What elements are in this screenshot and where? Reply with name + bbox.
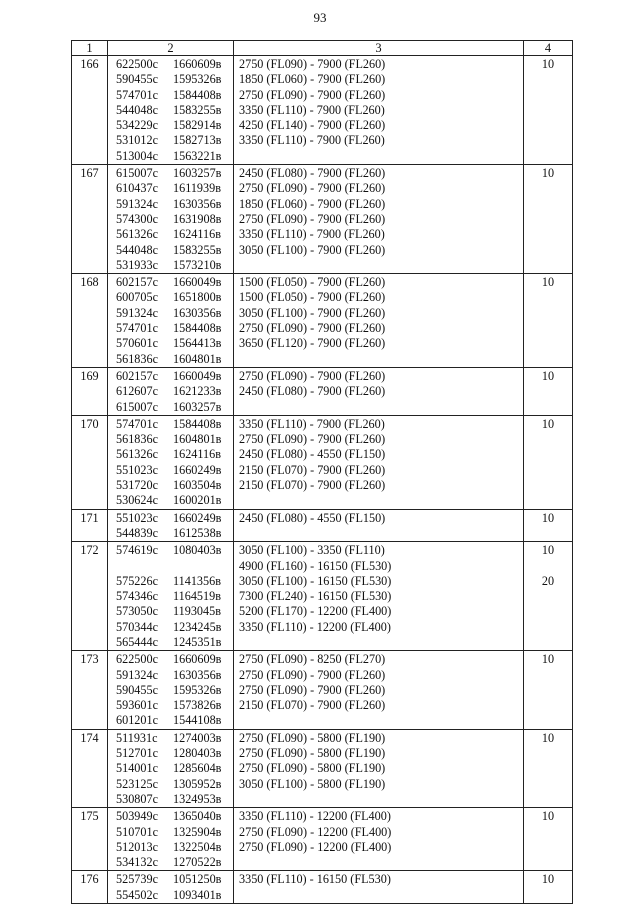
altitude-range: 3350 (FL110) - 7900 (FL260) (239, 133, 385, 148)
coordinate-pair (108, 306, 233, 321)
zone-number: 169 (72, 367, 108, 415)
coordinate-pair (108, 478, 233, 493)
latitude: 622500с (116, 57, 158, 71)
coordinate-pair (108, 888, 233, 903)
latitude: 561836с (116, 351, 158, 366)
latitude: 590455с (116, 682, 158, 697)
longitude: 1563221в (173, 148, 222, 163)
latitude: 561326с (116, 447, 158, 462)
latitude: 600705с (116, 290, 158, 305)
altitude-range: 2750 (FL090) - 5800 (FL190) (239, 761, 386, 776)
table-row (72, 367, 573, 415)
latitude: 530624с (116, 493, 158, 508)
latitude: 601201с (116, 713, 158, 728)
latitude: 544839с (116, 525, 158, 540)
longitude: 1280403в (173, 746, 222, 761)
coordinates-cell (108, 729, 234, 807)
coordinates-cell (108, 165, 234, 274)
coordinates-cell (108, 509, 234, 542)
latitude: 554502с (116, 887, 158, 902)
coordinate-pair (108, 88, 233, 103)
latitude: 565444с (116, 634, 158, 649)
coordinate-pair (108, 746, 233, 761)
altitude-range: 4250 (FL140) - 7900 (FL260) (239, 118, 386, 133)
coordinate-pair (108, 668, 233, 683)
latitude: 574346с (116, 589, 158, 604)
latitude: 511931с (116, 730, 158, 745)
longitude: 1583255в (173, 242, 222, 257)
zone-number: 175 (72, 808, 108, 871)
altitude-range: 2750 (FL090) - 7900 (FL260) (239, 368, 386, 383)
latitude: 531012с (116, 133, 158, 148)
table-row (72, 56, 573, 165)
zone-number: 174 (72, 729, 108, 807)
longitude: 1660049в (173, 275, 222, 290)
latitude: 574701с (116, 321, 158, 336)
coordinate-pair (108, 526, 233, 541)
coordinate-pair (108, 181, 233, 196)
longitude: 1582713в (173, 133, 222, 148)
coordinate-pair (108, 652, 233, 667)
column-header-1: 1 (72, 41, 108, 56)
longitude: 1630356в (173, 196, 222, 211)
altitude-range: 2450 (FL080) - 7900 (FL260) (239, 166, 386, 181)
longitude: 1584408в (173, 87, 222, 102)
coordinate-pair (108, 713, 233, 728)
coordinate-pair (108, 133, 233, 148)
longitude: 1630356в (173, 667, 222, 682)
coordinate-pair (108, 321, 233, 336)
altitude-range: 3050 (FL100) - 3350 (FL110) (239, 543, 385, 558)
coordinate-pair (108, 731, 233, 746)
longitude: 1595326в (173, 72, 222, 87)
latitude: 531933с (116, 257, 158, 272)
flight-levels-cell (234, 651, 524, 729)
altitude-range: 2450 (FL080) - 4550 (FL150) (239, 510, 386, 525)
value: 10 (541, 510, 555, 525)
value-cell (524, 165, 573, 274)
table-row (72, 415, 573, 509)
altitude-range: 3050 (FL100) - 7900 (FL260) (239, 242, 386, 257)
longitude: 1624116в (173, 227, 221, 242)
flight-levels-cell (234, 542, 524, 651)
value: 20 (541, 573, 555, 588)
longitude: 1164519в (173, 589, 221, 604)
column-header-2: 2 (108, 41, 234, 56)
value-cell (524, 274, 573, 368)
zone-number: 176 (72, 871, 108, 904)
value: 10 (541, 809, 555, 824)
flight-levels-cell (234, 415, 524, 509)
table-row (72, 651, 573, 729)
longitude: 1544108в (173, 713, 222, 728)
altitude-range: 3050 (FL100) - 7900 (FL260) (239, 305, 386, 320)
longitude: 1583255в (173, 102, 222, 117)
coordinate-pair (108, 620, 233, 635)
altitude-range: 2150 (FL070) - 7900 (FL260) (239, 462, 386, 477)
longitude: 1193045в (173, 604, 221, 619)
coordinates-cell (108, 542, 234, 651)
longitude: 1322504в (173, 839, 222, 854)
coordinate-pair (108, 227, 233, 242)
coordinate-pair (108, 855, 233, 870)
altitude-range: 2450 (FL080) - 4550 (FL150) (239, 447, 386, 462)
latitude: 551023с (116, 510, 158, 525)
latitude: 523125с (116, 776, 158, 791)
table-row (72, 542, 573, 651)
coordinate-pair (108, 559, 233, 574)
coordinate-pair (108, 574, 233, 589)
altitude-range: 3350 (FL110) - 12200 (FL400) (239, 809, 391, 824)
coordinate-pair (108, 243, 233, 258)
value-cell (524, 367, 573, 415)
longitude: 1660609в (173, 652, 222, 667)
latitude: 530807с (116, 791, 158, 806)
longitude: 1141356в (173, 573, 221, 588)
latitude: 551023с (116, 462, 158, 477)
altitude-range: 1500 (FL050) - 7900 (FL260) (239, 275, 386, 290)
longitude: 1245351в (173, 634, 222, 649)
longitude: 1612538в (173, 525, 222, 540)
longitude: 1365040в (173, 809, 222, 824)
longitude: 1651800в (173, 290, 222, 305)
longitude: 1305952в (173, 776, 222, 791)
altitude-range: 1850 (FL060) - 7900 (FL260) (239, 72, 386, 87)
latitude: 561326с (116, 227, 158, 242)
longitude: 1611939в (173, 181, 221, 196)
longitude: 1080403в (173, 543, 222, 558)
coordinate-pair (108, 57, 233, 72)
longitude: 1603257в (173, 166, 222, 181)
latitude: 544048с (116, 242, 158, 257)
value: 10 (541, 57, 555, 71)
value-cell (524, 542, 573, 651)
coordinate-pair (108, 604, 233, 619)
altitude-range: 2750 (FL090) - 5800 (FL190) (239, 730, 386, 745)
coordinate-pair (108, 683, 233, 698)
zone-number: 172 (72, 542, 108, 651)
value: 10 (541, 652, 555, 667)
header-row (72, 41, 573, 56)
altitude-range: 2150 (FL070) - 7900 (FL260) (239, 698, 386, 713)
altitude-range: 2150 (FL070) - 7900 (FL260) (239, 478, 386, 493)
latitude: 622500с (116, 652, 158, 667)
flight-levels-cell (234, 165, 524, 274)
latitude: 573050с (116, 604, 158, 619)
latitude: 531720с (116, 478, 158, 493)
coordinate-pair (108, 447, 233, 462)
altitude-range: 2750 (FL090) - 7900 (FL260) (239, 432, 386, 447)
longitude: 1604801в (173, 351, 222, 366)
coordinate-pair (108, 166, 233, 181)
coordinates-cell (108, 871, 234, 904)
coordinate-pair (108, 369, 233, 384)
value: 10 (541, 368, 555, 383)
latitude: 575226с (116, 573, 158, 588)
longitude: 1603257в (173, 399, 222, 414)
longitude: 1595326в (173, 682, 222, 697)
longitude: 1274003в (173, 730, 222, 745)
zone-number: 171 (72, 509, 108, 542)
altitude-range: 3050 (FL100) - 16150 (FL530) (239, 573, 392, 588)
latitude: 534132с (116, 855, 158, 870)
altitude-range: 2750 (FL090) - 12200 (FL400) (239, 839, 392, 854)
longitude: 1573210в (173, 257, 222, 272)
altitude-range: 3350 (FL110) - 7900 (FL260) (239, 416, 385, 431)
longitude: 1584408в (173, 416, 222, 431)
coordinates-cell (108, 651, 234, 729)
latitude: 514001с (116, 761, 158, 776)
coordinate-pair (108, 103, 233, 118)
coordinates-cell (108, 367, 234, 415)
coordinate-pair (108, 72, 233, 87)
altitude-range: 2750 (FL090) - 7900 (FL260) (239, 87, 386, 102)
coordinate-pair (108, 635, 233, 650)
flight-levels-cell (234, 808, 524, 871)
value: 10 (541, 166, 555, 181)
latitude: 574701с (116, 87, 158, 102)
coordinate-pair (108, 197, 233, 212)
longitude: 1285604в (173, 761, 222, 776)
coordinate-pair (108, 872, 233, 887)
longitude: 1325904в (173, 824, 222, 839)
coordinate-pair (108, 777, 233, 792)
value: 10 (541, 416, 555, 431)
coordinates-cell (108, 274, 234, 368)
coordinates-cell (108, 808, 234, 871)
altitude-range: 3350 (FL110) - 7900 (FL260) (239, 102, 385, 117)
longitude: 1631908в (173, 211, 222, 226)
coordinate-pair (108, 417, 233, 432)
altitude-range: 3350 (FL110) - 7900 (FL260) (239, 227, 385, 242)
altitude-range: 1500 (FL050) - 7900 (FL260) (239, 290, 386, 305)
altitude-range: 2750 (FL090) - 7900 (FL260) (239, 667, 386, 682)
longitude: 1573826в (173, 698, 222, 713)
longitude: 1051250в (173, 872, 222, 887)
coordinate-pair (108, 825, 233, 840)
table-row (72, 808, 573, 871)
longitude: 1324953в (173, 791, 222, 806)
flight-levels-cell (234, 729, 524, 807)
latitude: 591324с (116, 667, 158, 682)
altitude-range: 4900 (FL160) - 16150 (FL530) (239, 558, 392, 573)
longitude: 1582914в (173, 118, 222, 133)
table-row (72, 274, 573, 368)
coordinate-pair (108, 118, 233, 133)
latitude: 610437с (116, 181, 158, 196)
altitude-range: 2750 (FL090) - 7900 (FL260) (239, 211, 386, 226)
value: 10 (541, 275, 555, 290)
value-cell (524, 871, 573, 904)
coordinate-pair (108, 511, 233, 526)
longitude: 1630356в (173, 305, 222, 320)
altitude-range: 3650 (FL120) - 7900 (FL260) (239, 336, 386, 351)
latitude: 561836с (116, 432, 158, 447)
latitude: 570601с (116, 336, 158, 351)
altitude-range: 2750 (FL090) - 8250 (FL270) (239, 652, 386, 667)
latitude: 591324с (116, 196, 158, 211)
longitude: 1660249в (173, 462, 222, 477)
coordinates-cell (108, 415, 234, 509)
table-row (72, 871, 573, 904)
longitude: 1270522в (173, 855, 222, 870)
route-table (71, 40, 573, 904)
table-row (72, 165, 573, 274)
flight-levels-cell (234, 274, 524, 368)
latitude: 574300с (116, 211, 158, 226)
coordinate-pair (108, 589, 233, 604)
latitude: 593601с (116, 698, 158, 713)
altitude-range: 7300 (FL240) - 16150 (FL530) (239, 589, 392, 604)
altitude-range: 3350 (FL110) - 16150 (FL530) (239, 872, 391, 887)
altitude-range: 2750 (FL090) - 7900 (FL260) (239, 181, 386, 196)
value-cell (524, 509, 573, 542)
latitude: 512701с (116, 746, 158, 761)
latitude: 512013с (116, 839, 158, 854)
coordinate-pair (108, 149, 233, 164)
column-header-4: 4 (524, 41, 573, 56)
latitude: 602157с (116, 368, 158, 383)
longitude: 1624116в (173, 447, 221, 462)
latitude: 513004с (116, 148, 158, 163)
longitude: 1093401в (173, 887, 222, 902)
altitude-range: 3050 (FL100) - 5800 (FL190) (239, 776, 386, 791)
latitude: 570344с (116, 619, 158, 634)
latitude: 590455с (116, 72, 158, 87)
longitude: 1660609в (173, 57, 222, 71)
longitude: 1234245в (173, 619, 222, 634)
coordinate-pair (108, 336, 233, 351)
value: 10 (541, 872, 555, 887)
latitude: 534229с (116, 118, 158, 133)
coordinate-pair (108, 352, 233, 367)
altitude-range: 5200 (FL170) - 12200 (FL400) (239, 604, 392, 619)
coordinate-pair (108, 290, 233, 305)
longitude: 1660249в (173, 510, 222, 525)
value-cell (524, 729, 573, 807)
coordinate-pair (108, 840, 233, 855)
latitude: 591324с (116, 305, 158, 320)
coordinate-pair (108, 275, 233, 290)
zone-number: 166 (72, 56, 108, 165)
flight-levels-cell (234, 871, 524, 904)
value: 10 (541, 730, 555, 745)
latitude: 525739с (116, 872, 158, 887)
altitude-range: 2750 (FL090) - 12200 (FL400) (239, 824, 392, 839)
value-cell (524, 808, 573, 871)
coordinate-pair (108, 463, 233, 478)
page-number: 93 (313, 10, 327, 25)
latitude: 602157с (116, 275, 158, 290)
coordinate-pair (108, 212, 233, 227)
flight-levels-cell (234, 367, 524, 415)
latitude: 574701с (116, 416, 158, 431)
longitude: 1564413в (173, 336, 222, 351)
longitude: 1600201в (173, 493, 222, 508)
value: 10 (541, 543, 555, 558)
latitude: 574619с (116, 543, 158, 558)
table-body (72, 56, 573, 904)
longitude: 1584408в (173, 321, 222, 336)
coordinate-pair (108, 432, 233, 447)
coordinate-pair (108, 698, 233, 713)
coordinate-pair (108, 543, 233, 558)
coordinate-pair (108, 761, 233, 776)
altitude-range: 2750 (FL090) - 7900 (FL260) (239, 321, 386, 336)
altitude-range: 2750 (FL090) - 7900 (FL260) (239, 682, 386, 697)
value (524, 559, 572, 574)
zone-number: 168 (72, 274, 108, 368)
column-header-3: 3 (234, 41, 524, 56)
value-cell (524, 56, 573, 165)
value-cell (524, 651, 573, 729)
coordinate-pair (108, 493, 233, 508)
value-cell (524, 415, 573, 509)
coordinates-cell (108, 56, 234, 165)
flight-levels-cell (234, 56, 524, 165)
latitude: 615007с (116, 166, 158, 181)
longitude: 1604801в (173, 432, 222, 447)
latitude: 510701с (116, 824, 158, 839)
zone-number: 173 (72, 651, 108, 729)
latitude: 615007с (116, 399, 158, 414)
longitude: 1621233в (173, 384, 222, 399)
longitude: 1660049в (173, 368, 222, 383)
altitude-range: 2450 (FL080) - 7900 (FL260) (239, 384, 386, 399)
altitude-range: 1850 (FL060) - 7900 (FL260) (239, 196, 386, 211)
altitude-range: 2750 (FL090) - 7900 (FL260) (239, 57, 386, 71)
coordinate-pair (108, 384, 233, 399)
coordinate-pair (108, 400, 233, 415)
altitude-range: 2750 (FL090) - 5800 (FL190) (239, 746, 386, 761)
latitude: 544048с (116, 102, 158, 117)
latitude: 612607с (116, 384, 158, 399)
zone-number: 167 (72, 165, 108, 274)
zone-number: 170 (72, 415, 108, 509)
coordinate-pair (108, 792, 233, 807)
table-row (72, 729, 573, 807)
longitude: 1603504в (173, 478, 222, 493)
coordinate-pair (108, 258, 233, 273)
table-row (72, 509, 573, 542)
coordinate-pair (108, 809, 233, 824)
flight-levels-cell (234, 509, 524, 542)
altitude-range: 3350 (FL110) - 12200 (FL400) (239, 619, 391, 634)
latitude: 503949с (116, 809, 158, 824)
